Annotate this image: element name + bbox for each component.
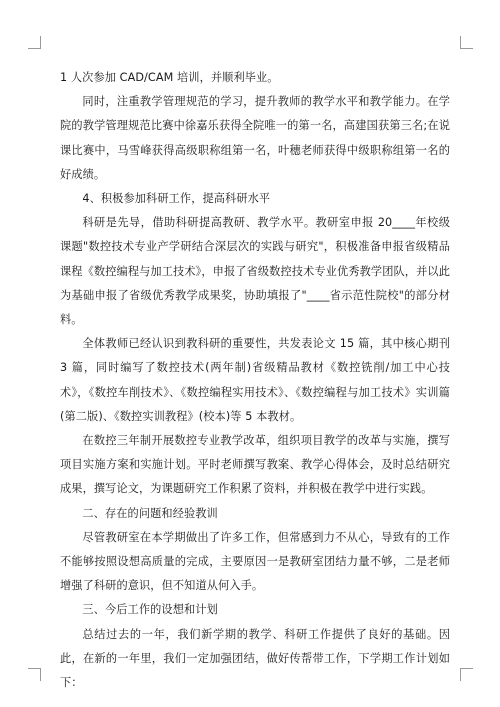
- paragraph-teaching-standards: 同时，注重教学管理规范的学习，提升教师的教学水平和教学能力。在学院的教学管理规范比赛中徐嘉乐获得全院唯一的第一名，高建国获第三名;在说课比赛中，马雪峰获得高级职称组第一名，叶穗老师获得中级职称组第一名的好成绩。: [60, 95, 450, 181]
- document-body: [60, 66, 450, 695]
- paragraph-future-plans: 总结过去的一年，我们新学期的教学、科研工作提供了良好的基础。因此，在新的一年里，我们一定加强团结，做好传帮带工作，下学期工作计划如下：: [60, 627, 450, 690]
- paragraph-training-result: 1 人次参加 CAD/CAM 培训，并顺利毕业。: [60, 71, 279, 84]
- heading-problems-lessons: 二、存在的问题和经验教训: [82, 506, 218, 520]
- paragraph-teaching-reform: 在数控三年制开展数控专业教学改革，组织项目教学的改革与实施，撰写项目实施方案和实施计划。平时老师撰写教案、教学心得体会，及时总结研究成果，撰写论文，为课题研究工作积累了资料，并积极在教学中进行实践。: [60, 434, 450, 496]
- heading-research-work: 4、积极参加科研工作，提高科研水平: [82, 192, 271, 206]
- paragraph-problems: 尽管教研室在本学期做出了许多工作，但常感到力不从心，导致有的工作不能够按照设想高质量的完成，主要原因一是教研室团结力量不够，二是老师增强了科研的意识，但不知道从何入手。: [60, 530, 450, 593]
- crop-mark-bottom-left: [28, 668, 41, 681]
- paragraph-publications: 全体教师已经认识到教科研的重要性，共发表论文 15 篇，其中核心期刊 3 篇，同时编写了数控技术(两年制)省级精品教材《数控铣削/加工中心技术》，《数控车削技术》、《数控编程实用技术》、《数控编程与加工技术》实训篇(第二版)、《数控实训教程》(校本)等 5 本教材。: [60, 337, 450, 423]
- crop-mark-bottom-right: [460, 668, 473, 681]
- crop-mark-top-left: [28, 36, 41, 49]
- paragraph-research-projects: 科研是先导，借助科研提高教研、教学水平。教研室申报 20____年校级课题"数控技术专业产学研结合深层次的实践与研究"，积极准备申报省级精品课程《数控编程与加工技术》，申报了省级数控技术专业优秀教学团队，并以此为基础申报了省级优秀教学成果奖，协助填报了"____省示范性院校"的部分材料。: [60, 216, 450, 327]
- crop-mark-top-right: [460, 36, 473, 49]
- heading-future-plans: 三、今后工作的设想和计划: [82, 603, 218, 617]
